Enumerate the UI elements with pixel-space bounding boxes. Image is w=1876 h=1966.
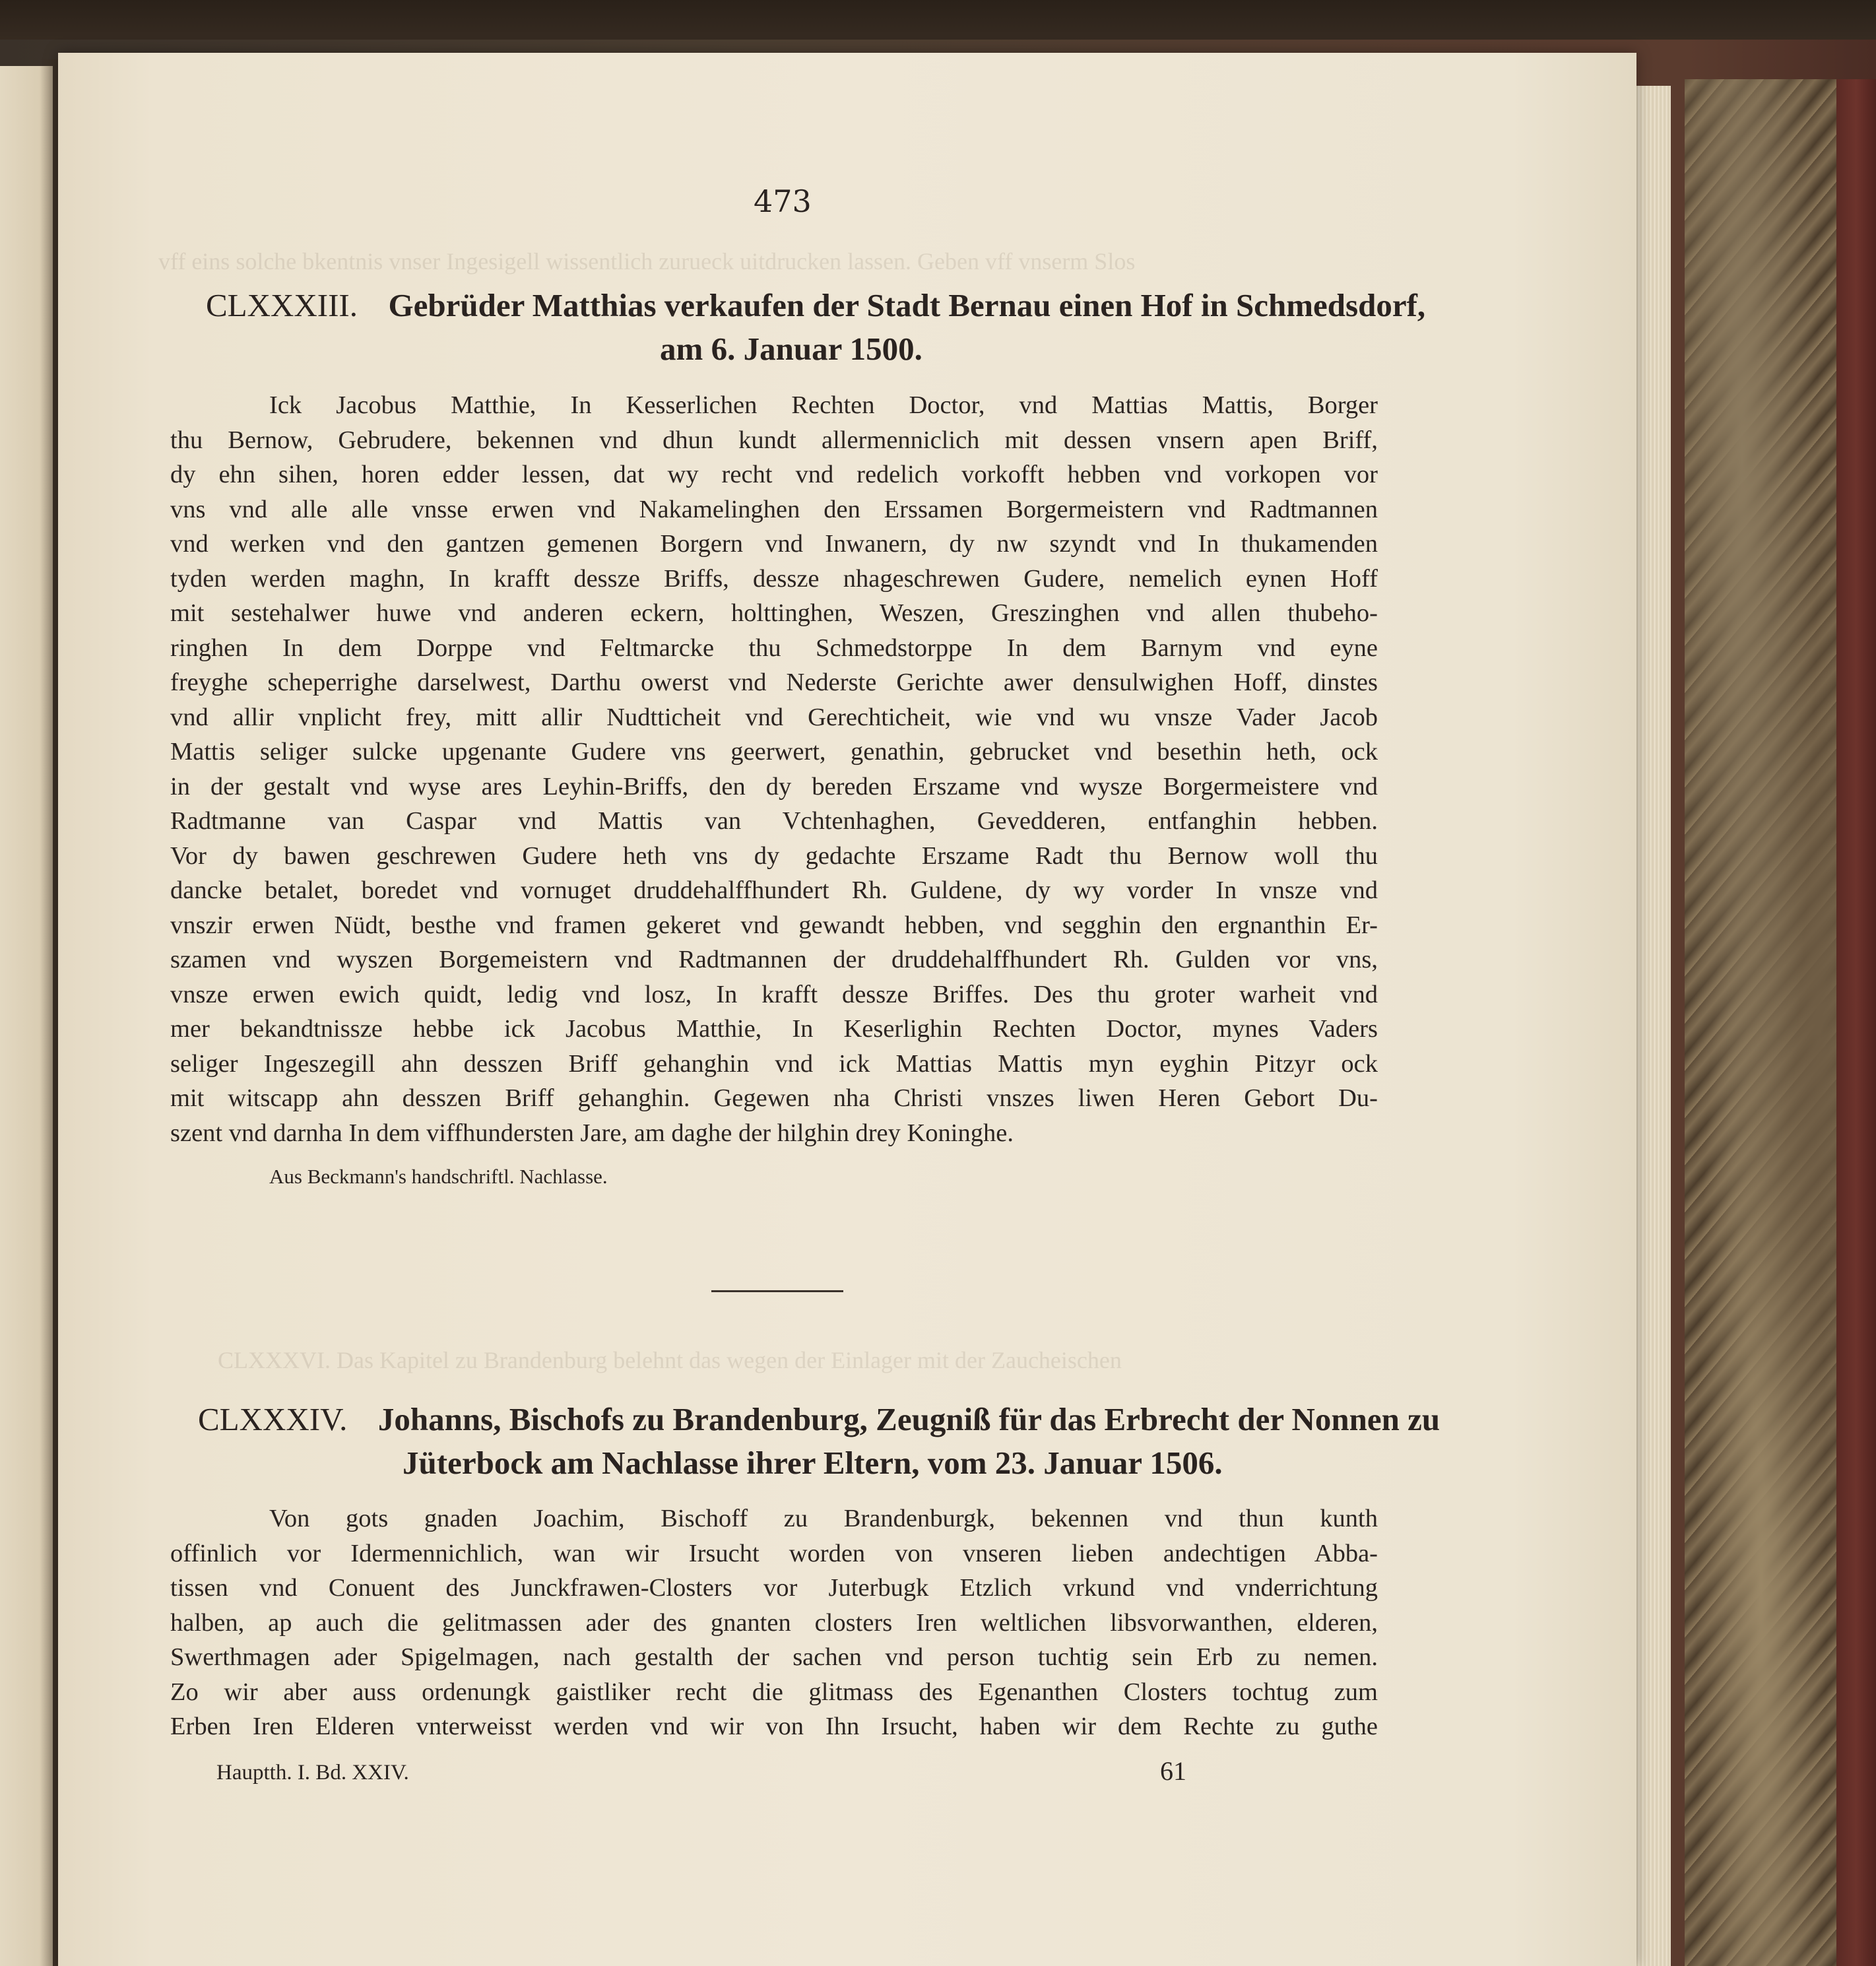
gutter-shadow [40, 59, 59, 1966]
text-line: seliger Ingeszegill ahn desszen Briff gehanghin vnd ick Mattias Mattis myn eyghin Pitzyr ock [170, 1049, 1378, 1078]
bleed-through-text: vff eins solche bkentnis vnser Ingesigell wissentlich zurueck uitdrucken lassen. Geben vff vnserm Slos [158, 248, 1136, 275]
text-line: Mattis seliger sulcke upgenante Gudere vns geerwert, genathin, gebrucket vnd besethin heth, ock [170, 738, 1378, 766]
text-line: mer bekandtnissze hebbe ick Jacobus Matthie, In Keserlighin Rechten Doctor, mynes Vaders [170, 1015, 1378, 1043]
text-line: vnd werken vnd den gantzen gemenen Borgern vnd Inwanern, dy nw szyndt vnd In thukamenden [170, 530, 1378, 558]
text-line: Ick Jacobus Matthie, In Kesserlichen Rechten Doctor, vnd Mattias Mattis, Borger [269, 391, 1378, 419]
text-line: Von gots gnaden Joachim, Bischoff zu Brandenburgk, bekennen vnd thun kunth [269, 1505, 1378, 1532]
text-line: offinlich vor Idermennichlich, wan wir Irsucht worden von vnseren lieben andechtigen Abba- [170, 1539, 1378, 1567]
section-heading-1 [206, 286, 1425, 324]
section-numeral: CLXXXIV. [198, 1401, 348, 1437]
section-body-2 [170, 1501, 1378, 1744]
text-line: tyden werden maghn, In krafft dessze Briffs, dessze nhageschrewen Gudere, nemelich eynen Hoff [170, 564, 1378, 593]
text-line: dancke betalet, boredet vnd vornuget druddehalffhundert Rh. Guldene, dy wy vorder In vnsze vnd [170, 876, 1378, 904]
text-line: szent vnd darnha In dem viffhundersten Jare, am daghe der hilghin drey Koninghe. [170, 1119, 1014, 1147]
text-line: freyghe scheperrighe darselwest, Darthu owerst vnd Nederste Gerichte awer densulwighen Hoff, dinstes [170, 669, 1378, 696]
text-line: ringhen In dem Dorppe vnd Feltmarcke thu Schmedstorppe In dem Barnym vnd eyne [170, 634, 1378, 662]
text-line: Erben Iren Elderen vnterweisst werden vnd wir von Ihn Irsucht, haben wir dem Rechte zu guthe [170, 1713, 1378, 1740]
signature-mark: Hauptth. I. Bd. XXIV. [216, 1761, 409, 1785]
text-line: tissen vnd Conuent des Junckfrawen-Closters vor Juterbugk Etzlich vrkund vnd vnderrichtung [170, 1574, 1378, 1602]
text-line: thu Bernow, Gebrudere, bekennen vnd dhun kundt allermenniclich mit dessen vnsern apen Briff, [170, 426, 1378, 454]
text-line: Radtmanne van Caspar vnd Mattis van Vchtenhaghen, Gevedderen, entfanghin hebben. [170, 807, 1378, 835]
text-line: in der gestalt vnd wyse ares Leyhin-Briffs, den dy bereden Erszame vnd wysze Borgermeistere vnd [170, 772, 1378, 801]
sheet-number: 61 [1160, 1756, 1186, 1786]
text-line: vns vnd alle alle vnsse erwen vnd Nakamelinghen den Erssamen Borgermeistern vnd Radtmannen [170, 495, 1378, 523]
text-line: dy ehn sihen, horen edder lessen, dat wy recht vnd redelich vorkofft hebben vnd vorkopen vor [170, 461, 1378, 488]
section-title: Johanns, Bischofs zu Brandenburg, Zeugniß für das Erbrecht der Nonnen zu [377, 1401, 1440, 1437]
text-line: Swerthmagen ader Spigelmagen, nach gestalth der sachen vnd person tuchtig sein Erb zu nemen. [170, 1643, 1378, 1671]
section-heading-2 [198, 1400, 1440, 1438]
text-line: vnszir erwen Nüdt, besthe vnd framen gekeret vnd gewandt hebben, vnd segghin den ergnanthin Er- [170, 911, 1378, 939]
text-line: szamen vnd wyszen Borgemeistern vnd Radtmannen der druddehalffhundert Rh. Gulden vor vns, [170, 946, 1378, 973]
text-line: vnd allir vnplicht frey, mitt allir Nudtticheit vnd Gerechticheit, wie vnd wu vnsze Vader Jacob [170, 703, 1378, 731]
text-line: Vor dy bawen geschrewen Gudere heth vns dy gedachte Erszame Radt thu Bernow woll thu [170, 841, 1378, 870]
text-line: halben, ap auch die gelitmassen ader des gnanten closters Iren weltlichen libsvorwanthen, elderen, [170, 1608, 1378, 1637]
section-heading-2-line2: Jüterbock am Nachlasse ihrer Eltern, vom 23. Januar 1506. [403, 1445, 1223, 1481]
section-title: Gebrüder Matthias verkaufen der Stadt Bernau einen Hof in Schmedsdorf, [388, 287, 1426, 323]
bleed-through-text: CLXXXVI. Das Kapitel zu Brandenburg belehnt das wegen der Einlager mit der Zaucheischen [218, 1347, 1122, 1373]
text-line: vnsze erwen ewich quidt, ledig vnd losz, In krafft dessze Briffes. Des thu groter warheit vnd [170, 980, 1378, 1008]
section-numeral: CLXXXIII. [206, 287, 358, 323]
page-number: 473 [754, 183, 812, 219]
text-line: mit witscapp ahn desszen Briff gehanghin. Gegewen nha Christi vnszes liwen Heren Gebort Du- [170, 1084, 1378, 1112]
section-body-1 [170, 388, 1378, 1150]
text-line: Zo wir aber auss ordenungk gaistliker recht die glitmass des Egenanthen Closters tochtug zum [170, 1678, 1378, 1706]
section-divider [711, 1290, 843, 1292]
cover-leather-edge [1836, 79, 1876, 1966]
text-line: mit sestehalwer huwe vnd anderen eckern, holttinghen, Weszen, Greszinghen vnd allen thubeho- [170, 599, 1378, 627]
source-note: Aus Beckmann's handschriftl. Nachlasse. [269, 1165, 608, 1188]
section-heading-1-line2: am 6. Januar 1500. [660, 331, 922, 367]
